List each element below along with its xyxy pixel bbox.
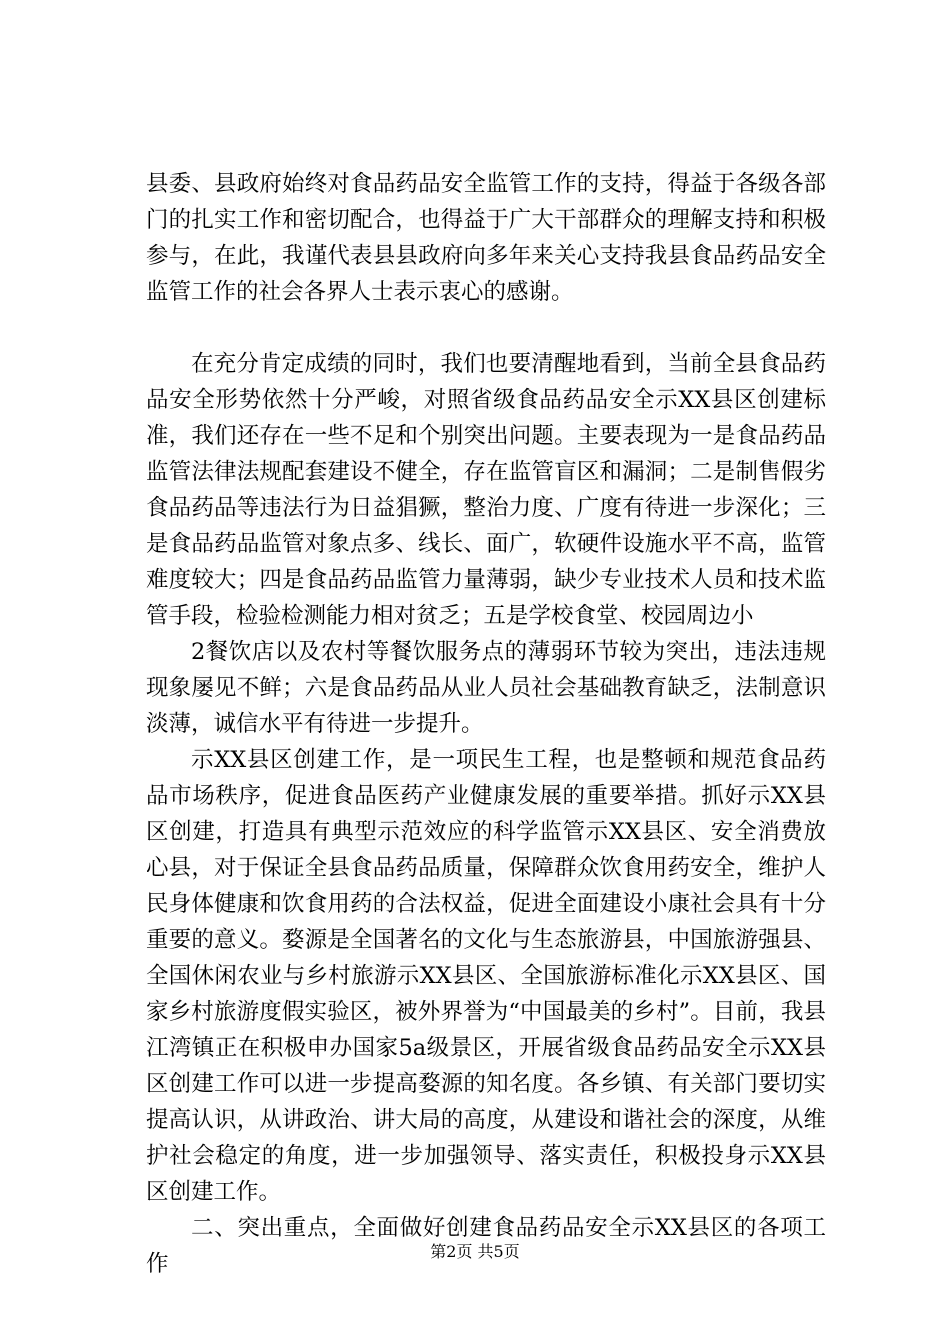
document-body <box>146 166 826 1282</box>
section-heading: 二、突出重点，全面做好创建食品药品安全示XX县区的各项工作 <box>146 1215 826 1277</box>
page-number-footer: 第2页 共5页 <box>430 1242 520 1261</box>
paragraph-1: 县委、县政府始终对食品药品安全监管工作的支持，得益于各级各部门的扎实工作和密切配合，也得益于广大干部群众的理解支持和积极参与，在此，我谨代表县县政府向多年来关心支持我县食品药品安全监管工作的社会各界人士表示衷心的感谢。 <box>146 171 826 305</box>
paragraph-4: 示XX县区创建工作，是一项民生工程，也是整顿和规范食品药品市场秩序，促进食品医药产业健康发展的重要举措。抓好示XX县区创建，打造具有典型示范效应的科学监管示XX县区、安全消费放心县，对于保证全县食品药品质量，保障群众饮食用药安全，维护人民身体健康和饮食用药的合法权益，促进全面建设小康社会具有十分重要的意义。婺源是全国著名的文化与生态旅游县，中国旅游强县、全国休闲农业与乡村旅游示XX县区、全国旅游标准化示XX县区、国家乡村旅游度假实验区，被外界誉为“中国最美的乡村”。目前，我县江湾镇正在积极申办国家5a级景区，开展省级食品药品安全示XX县区创建工作可以进一步提高婺源的知名度。各乡镇、有关部门要切实提高认识，从讲政治、讲大局的高度，从建设和谐社会的深度，从维护社会稳定的角度，进一步加强领导、落实责任，积极投身示XX县区创建工作。 <box>146 747 826 1205</box>
paragraph-2: 在充分肯定成绩的同时，我们也要清醒地看到，当前全县食品药品安全形势依然十分严峻，对照省级食品药品安全示XX县区创建标准，我们还存在一些不足和个别突出问题。主要表现为一是食品药品监管法律法规配套建设不健全，存在监管盲区和漏洞；二是制售假劣食品药品等违法行为日益猖獗，整治力度、广度有待进一步深化；三是食品药品监管对象点多、线长、面广，软硬件设施水平不高，监管难度较大；四是食品药品监管力量薄弱，缺少专业技术人员和技术监管手段，检验检测能力相对贫乏；五是学校食堂、校园周边小 <box>146 351 826 629</box>
paragraph-3: 2餐饮店以及农村等餐饮服务点的薄弱环节较为突出，违法违规现象屡见不鲜；六是食品药品从业人员社会基础教育缺乏，法制意识淡薄，诚信水平有待进一步提升。 <box>146 639 826 737</box>
